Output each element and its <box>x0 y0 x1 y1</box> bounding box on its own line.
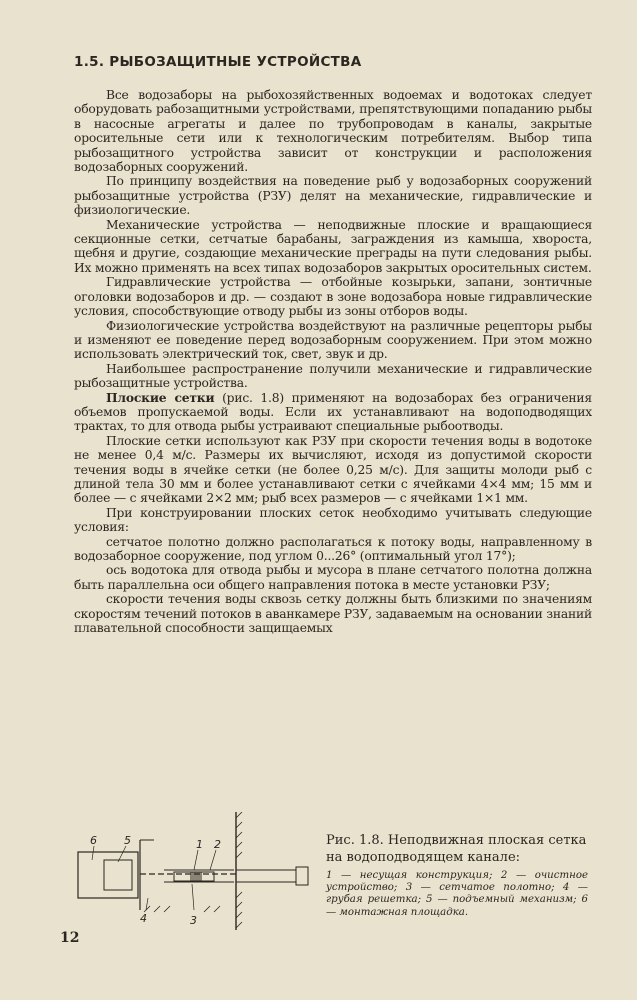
section-number: 1.5. <box>74 54 105 70</box>
paragraph-flat-screens <box>74 391 592 434</box>
body-text <box>74 88 592 635</box>
lift-mechanism-shape <box>104 860 132 890</box>
paragraph: Все водозаборы на рыбохозяйственных водоемах и водотоках следует оборудовать рабозащитными устройствами, препятствующими попаданию рыбы в насосные агрегаты и далее по трубопроводам в каналы, закрытые оросительные сети или к технологическим потребителям. Выбор типа рыбозащитного устройства зависит от конструкции и расположения водозаборных сооружений. <box>74 88 592 175</box>
flat-screens-text: (рис. 1.8) применяют на водозаборах без ограничения объемов пропускаемой воды. Если их устанавливают на водоподводящих трактах, то для отвода рыбы устраивают специальные рыбоотводы. <box>74 390 592 434</box>
figure-label-4: 4 <box>140 912 147 925</box>
paragraph: Механические устройства — неподвижные плоские и вращающиеся секционные сетки, сетчатые барабаны, заграждения из камыша, хвороста, щебня и другие, создающие механические преграды на пути следования рыбы. Их можно применять на всех типах водозаборов закрытых оросительных систем. <box>74 217 592 275</box>
section-title: РЫБОЗАЩИТНЫЕ УСТРОЙСТВА <box>109 54 362 70</box>
left-chamber <box>78 852 138 898</box>
condition-item: сетчатое полотно должно располагаться к потоку воды, направленному в водозаборное сооружение, под углом 0...26° (оптимальный угол 17°); <box>74 534 592 563</box>
paragraph: По принципу воздействия на поведение рыб у водозаборных сооружений рыбозащитные устройства (РЗУ) делят на механические, гидравлические и физиологические. <box>74 174 592 218</box>
figure-diagram <box>74 812 312 932</box>
flat-screens-term: Плоские сетки <box>106 389 215 405</box>
paragraph: При конструировании плоских сеток необходимо учитывать следующие условия: <box>74 505 592 535</box>
paragraph: Физиологические устройства воздействуют на различные рецепторы рыбы и изменяют ее поведение перед водозаборным сооружением. При этом можно использовать электрический ток, свет, звук и др. <box>74 318 592 362</box>
paragraph: Наибольшее распространение получили механические и гидравлические рыбозащитные устройства. <box>74 361 592 391</box>
paragraph: Плоские сетки используют как РЗУ при скорости течения воды в водотоке не менее 0,4 м/с. Размеры их вычисляют, исходя из допустимой скорости течения воды в ячейке сетки (не более 0,25 м/с). Для защиты молоди рыб с длиной тела 30 мм и более устанавливают сетки с ячейками 4×4 мм; 15 мм и более — с ячейками 2×2 мм; рыб всех размеров — с ячейками 1×1 мм. <box>74 433 592 506</box>
paragraph: Гидравлические устройства — отбойные козырьки, запани, зонтичные оголовки водозаборов и др. — создают в зоне водозабора новые гидравлические условия, способствующие отводу рыбы из зоны отборов воды. <box>74 275 592 319</box>
figure-caption-legend: 1 — несущая конструкция; 2 — очистное устройство; 3 — сетчатое полотно; 4 — грубая решетка; 5 — подъемный механизм; 6 — монтажная площадка. <box>326 870 588 918</box>
figure-label-3: 3 <box>190 914 197 927</box>
page-number: 12 <box>60 930 80 946</box>
figure-label-1: 1 <box>196 838 203 851</box>
figure-label-2: 2 <box>214 838 221 851</box>
figure-label-5: 5 <box>124 834 131 847</box>
section-heading <box>74 54 362 70</box>
figure-caption-title: Рис. 1.8. Неподвижная плоская сетка на водоподводящем канале: <box>326 833 587 865</box>
figure-label-6: 6 <box>90 834 97 847</box>
condition-item: скорости течения воды сквозь сетку должны быть близкими по значениям скоростям течений потоков в аванкамере РЗУ, задаваемым на основании знаний плавательной способности защищаемых <box>74 592 592 636</box>
condition-item: ось водотока для отвода рыбы и мусора в плане сетчатого полотна должна быть параллельна оси общего направления потока в месте установки РЗУ; <box>74 563 592 592</box>
